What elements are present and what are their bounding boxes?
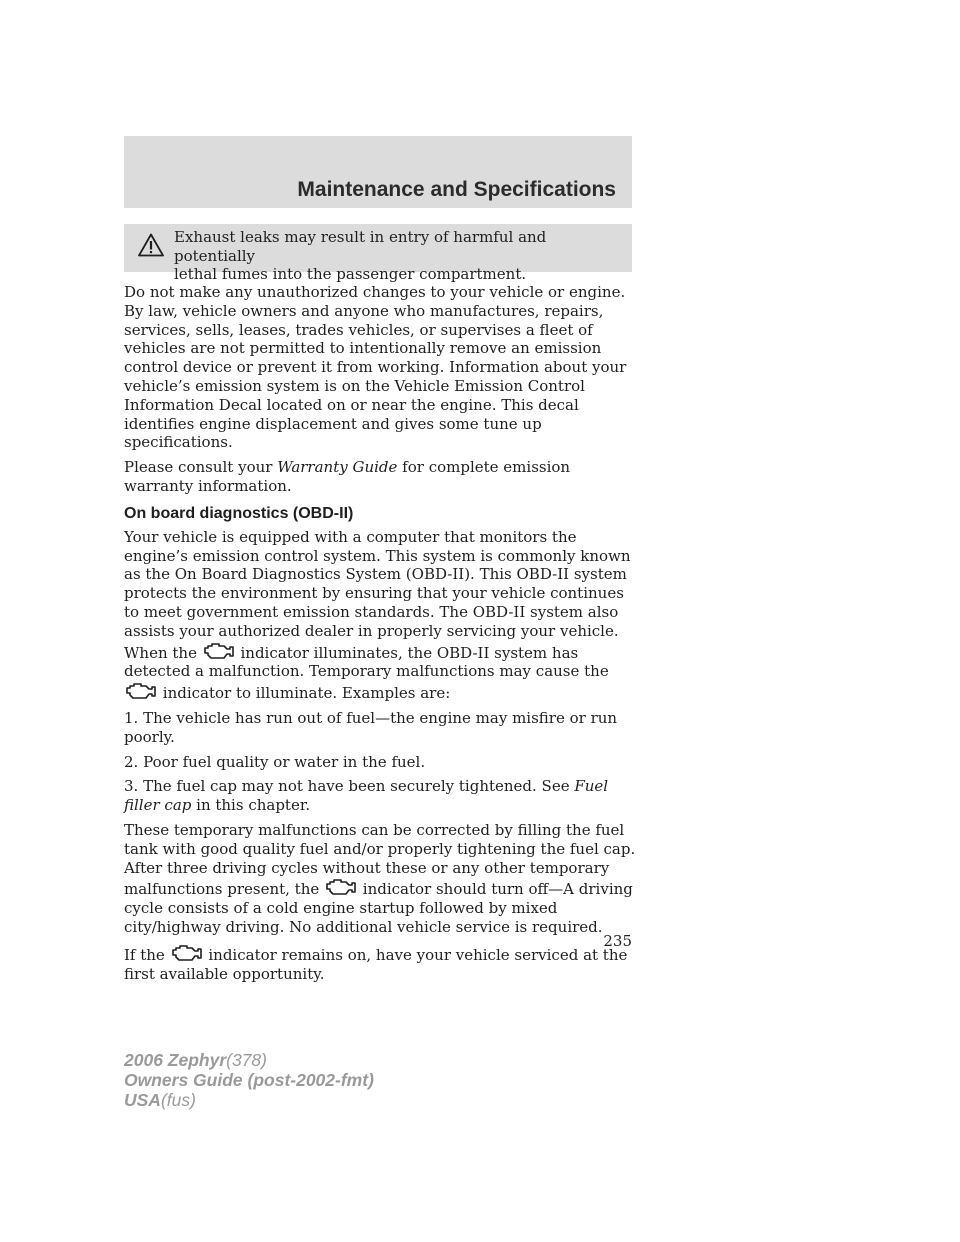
- paragraph-indicator-remains-on: [124, 943, 636, 984]
- fuel-filler-cap-reference: Fuel filler cap: [124, 777, 609, 815]
- check-engine-icon: [170, 943, 204, 963]
- document-footer: [124, 1050, 374, 1110]
- page-number: 235: [603, 932, 632, 950]
- footer-region-code: (fus): [160, 1090, 196, 1110]
- warranty-guide-reference: Warranty Guide: [277, 458, 398, 477]
- footer-line-1: [124, 1050, 374, 1070]
- warning-callout: [124, 224, 632, 283]
- body-text: [124, 283, 636, 989]
- check-engine-icon: [202, 641, 236, 661]
- malfunction-text-b: indicator should turn off—A driving cycle consists of a cold engine startup followed by mixed city/highway driving. No additional vehicle service is required.: [124, 880, 633, 936]
- footer-guide: Owners Guide (post-2002-fmt): [124, 1070, 374, 1090]
- warranty-text-post: for complete emission warranty information.: [124, 458, 571, 495]
- footer-model-code: (378): [226, 1050, 267, 1070]
- section-title: Maintenance and Specifications: [297, 178, 616, 201]
- paragraph-warranty: [124, 458, 636, 496]
- warranty-text-pre: Please consult your: [124, 458, 278, 477]
- warning-line-2: lethal fumes into the passenger compartment.: [174, 265, 527, 283]
- check-engine-icon: [124, 681, 158, 701]
- footer-line-3: [124, 1090, 374, 1110]
- item3-text-pre: 3. The fuel cap may not have been securely tightened. See: [124, 777, 575, 796]
- section-header: [124, 136, 632, 208]
- malfunction-text-a: These temporary malfunctions can be corrected by filling the fuel tank with good quality fuel and/or properly tightening the fuel cap. After three driving cycles without these or any other temporary malfunctions present, the: [124, 820, 636, 899]
- obd-text-b: indicator illuminates, the OBD-II system has detected a malfunction. Temporary malfunctions may cause the: [124, 643, 609, 681]
- paragraph-emission-changes: Do not make any unauthorized changes to your vehicle or engine. By law, vehicle owners and anyone who manufactures, repairs, services, sells, leases, trades vehicles, or supervises a fleet of vehicles are not permitted to intentionally remove an emission control device or prevent it from working. Information about your vehicle’s emission system is on the Vehicle Emission Control Information Decal located on or near the engine. This decal identifies engine displacement and gives some tune up specifications.: [124, 283, 627, 452]
- item3-text-post: in this chapter.: [191, 796, 311, 815]
- paragraph-obd: [124, 528, 636, 703]
- obd-text-a: Your vehicle is equipped with a computer that monitors the engine’s emission control system. This system is commonly known as the On Board Diagnostics System (OBD-II). This OBD-II system protects the environment by ensuring that your vehicle continues to meet government emission standards. The OBD-II system also assists your authorized dealer in properly servicing your vehicle. When the: [124, 527, 631, 662]
- list-item-3: [124, 777, 636, 815]
- warning-triangle-icon: [138, 233, 164, 257]
- list-item-2: 2. Poor fuel quality or water in the fuel.: [124, 752, 426, 771]
- footer-line-2: [124, 1070, 374, 1090]
- footer-model: 2006 Zephyr: [124, 1050, 227, 1070]
- warning-line-1: Exhaust leaks may result in entry of harmful and potentially: [174, 228, 547, 265]
- obd-text-c: indicator to illuminate. Examples are:: [158, 684, 451, 703]
- remains-on-text-b: indicator remains on, have your vehicle serviced at the first available opportunity.: [124, 945, 628, 983]
- footer-region: USA: [124, 1090, 161, 1110]
- list-item-1: 1. The vehicle has run out of fuel—the engine may misfire or run poorly.: [124, 708, 618, 746]
- remains-on-text-a: If the: [124, 945, 170, 964]
- paragraph-temporary-malfunctions: [124, 821, 636, 937]
- check-engine-icon: [324, 877, 358, 897]
- obd-heading: On board diagnostics (OBD-II): [124, 504, 354, 522]
- warning-text: [174, 228, 624, 284]
